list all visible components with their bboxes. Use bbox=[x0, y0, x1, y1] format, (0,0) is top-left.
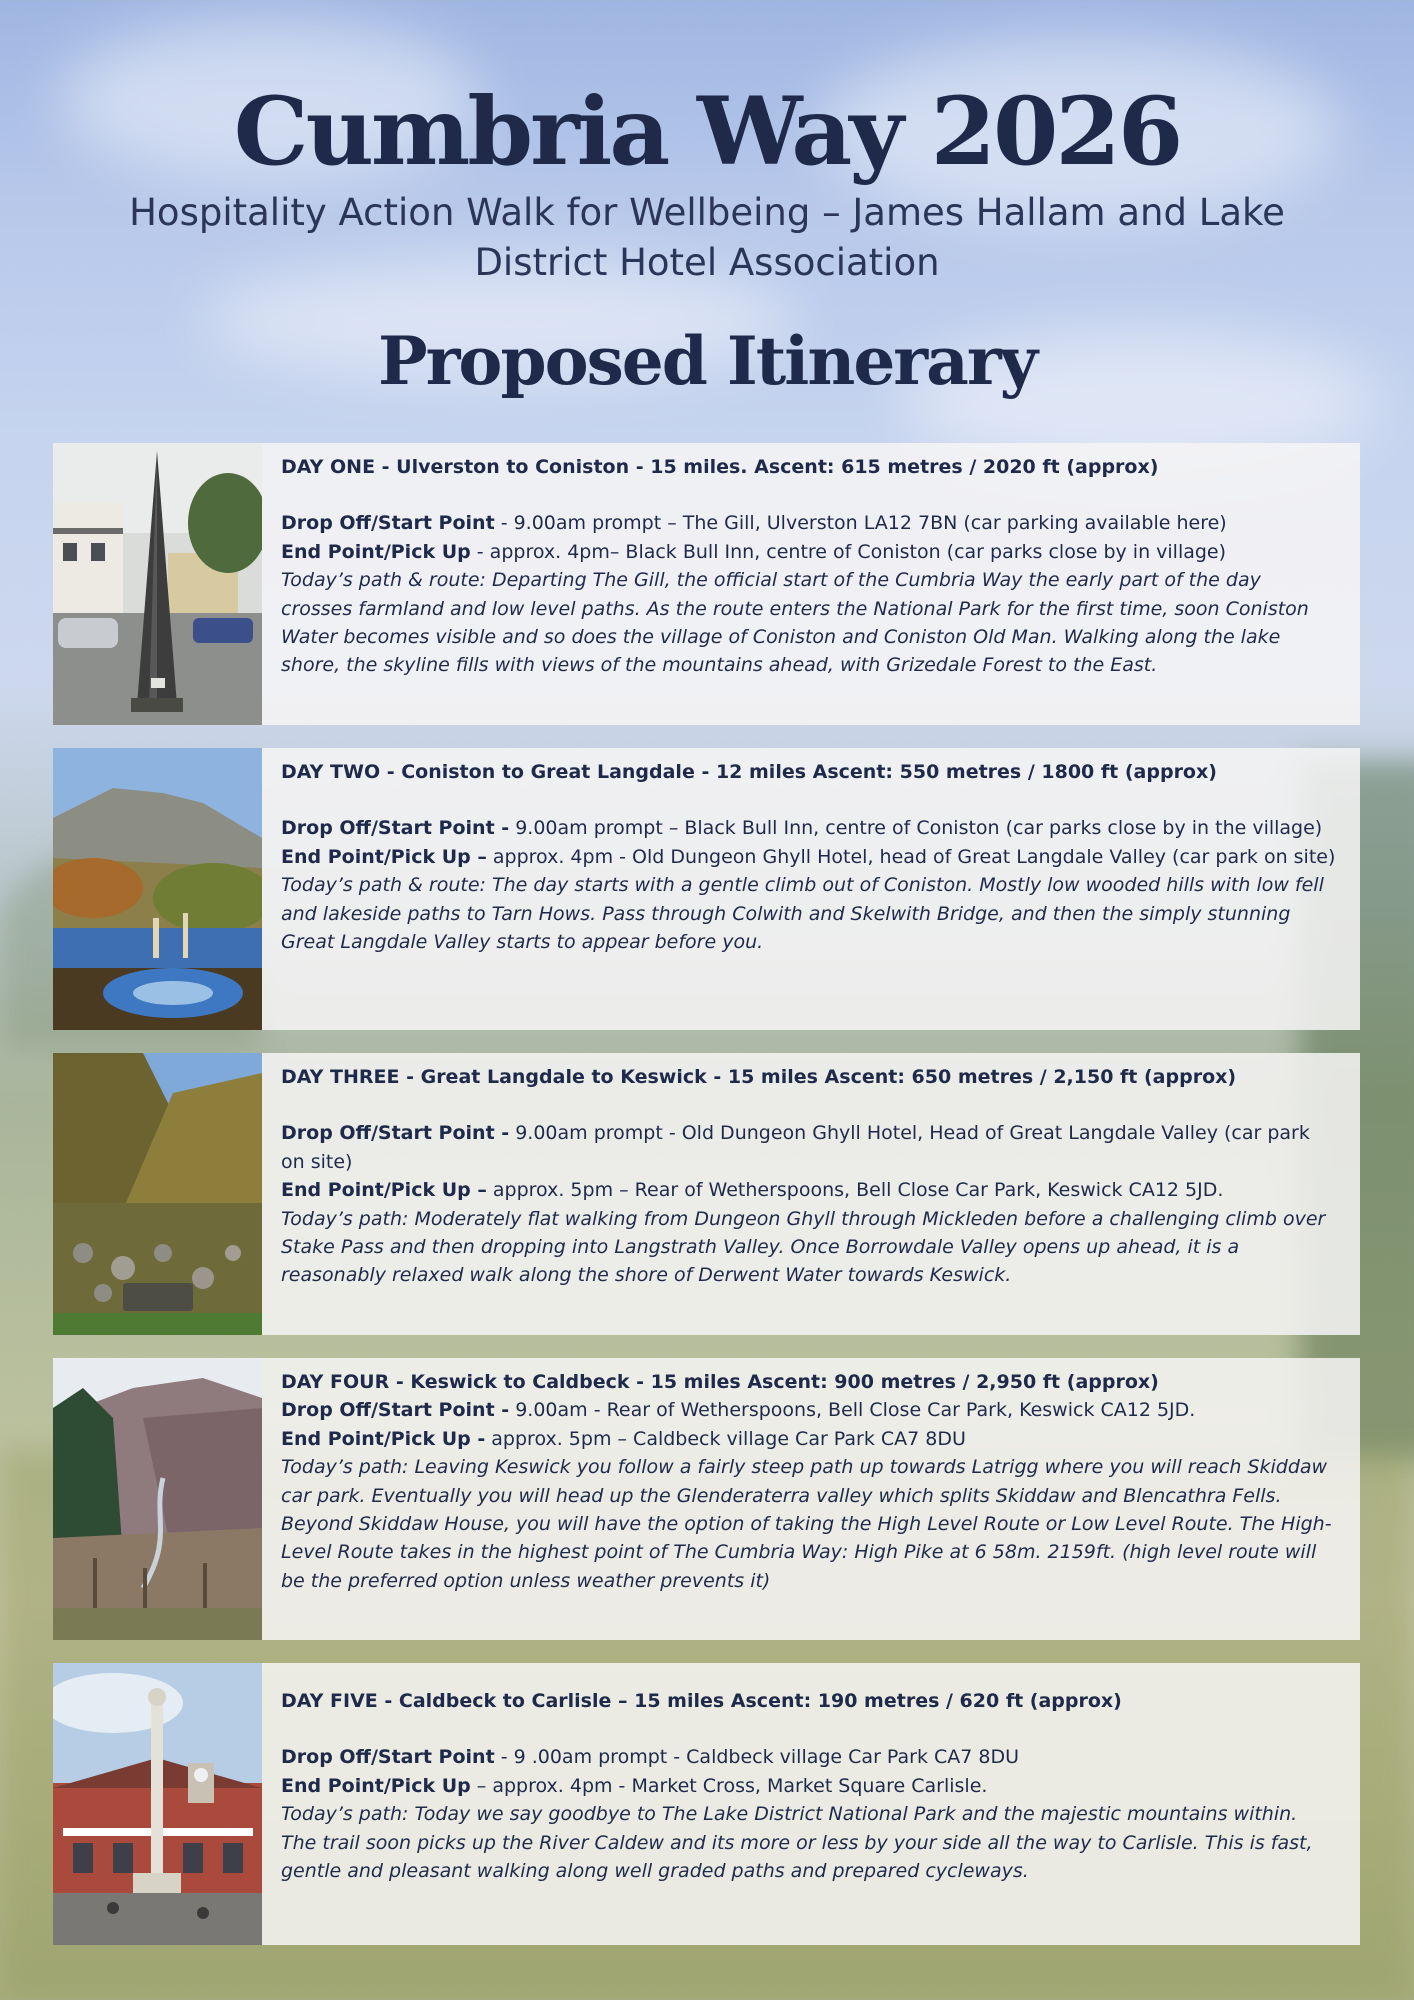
end-point-text: approx. 5pm – Rear of Wetherspoons, Bell Close Car Park, Keswick CA12 5JD. bbox=[486, 1179, 1224, 1202]
day-one-details bbox=[281, 453, 1336, 680]
day-one-card bbox=[53, 443, 1360, 725]
start-point bbox=[281, 1743, 1336, 1771]
day-title: DAY ONE - Ulverston to Coniston - 15 miles. Ascent: 615 metres / 2020 ft (approx) bbox=[281, 456, 1159, 478]
end-point-label: End Point/Pick Up – bbox=[281, 1179, 487, 1202]
start-point bbox=[281, 509, 1336, 537]
end-point-label: End Point/Pick Up - bbox=[281, 1427, 486, 1450]
route-description: Today’s path: Leaving Keswick you follow a fairly steep path up towards Latrigg where you will reach Skiddaw car park. Eventually you will head up the Glenderaterra valley which splits Skiddaw and Blencathra Fells. Beyond Skiddaw House, you will have the option of taking the High Level Route or Low Level Route. The High-Level Route takes in the highest point of The Cumbria Way: High Pike at 6 58m. 2159ft. (high level route will be the preferred option unless weather prevents it) bbox=[281, 1456, 1332, 1592]
start-point bbox=[281, 814, 1336, 842]
end-point bbox=[281, 1425, 1336, 1453]
day-four-card bbox=[53, 1358, 1360, 1640]
start-point-text: 9.00am prompt - Old Dungeon Ghyll Hotel, Head of Great Langdale Valley (car park on site) bbox=[281, 1122, 1310, 1173]
tarn-hows-photo bbox=[53, 748, 262, 1030]
route-description: Today’s path & route: The day starts with a gentle climb out of Coniston. Mostly low wooded hills with low fell and lakeside paths to Tarn Hows. Pass through Colwith and Skelwith Bridge, and then the simply stunning Great Langdale Valley starts to appear before you. bbox=[281, 874, 1324, 954]
end-point bbox=[281, 1176, 1336, 1204]
day-two-card bbox=[53, 748, 1360, 1030]
start-point-text: - 9 .00am prompt - Caldbeck village Car Park CA7 8DU bbox=[494, 1746, 1020, 1769]
end-point-text: - approx. 4pm– Black Bull Inn, centre of Coniston (car parks close by in village) bbox=[470, 540, 1227, 563]
day-five-card bbox=[53, 1663, 1360, 1945]
start-point-label: Drop Off/Start Point - bbox=[281, 1122, 510, 1145]
page-subtitle: Hospitality Action Walk for Wellbeing – James Hallam and Lake District Hotel Association bbox=[129, 191, 1285, 284]
start-point-label: Drop Off/Start Point - bbox=[281, 817, 510, 840]
day-three-card bbox=[53, 1053, 1360, 1335]
start-point bbox=[281, 1396, 1336, 1424]
start-point-label: Drop Off/Start Point bbox=[281, 512, 495, 535]
start-point-text: 9.00am prompt – Black Bull Inn, centre of Coniston (car parks close by in the village) bbox=[509, 817, 1323, 840]
start-point bbox=[281, 1119, 1336, 1176]
end-point-text: – approx. 4pm - Market Cross, Market Square Carlisle. bbox=[470, 1774, 988, 1797]
route-description: Today’s path: Today we say goodbye to The Lake District National Park and the majestic mountains within. The trail soon picks up the River Caldew and its more or less by your side all the way to Carlisle. This is fast, gentle and pleasant walking along well graded paths and prepared cycleways. bbox=[281, 1803, 1313, 1883]
day-two-details bbox=[281, 758, 1336, 956]
route-description: Today’s path & route: Departing The Gill, the official start of the Cumbria Way the early part of the day crosses farmland and low level paths. As the route enters the National Park for the first time, soon Coniston Water becomes visible and so does the village of Coniston and Coniston Old Man. Walking along the lake shore, the skyline fills with views of the mountains ahead, with Grizedale Forest to the East. bbox=[281, 569, 1309, 677]
day-title: DAY FIVE - Caldbeck to Carlisle – 15 miles Ascent: 190 metres / 620 ft (approx) bbox=[281, 1690, 1122, 1712]
carlisle-market-cross-photo bbox=[53, 1663, 262, 1945]
end-point bbox=[281, 538, 1336, 566]
obelisk-monument-photo bbox=[53, 443, 262, 725]
route-description: Today’s path: Moderately flat walking from Dungeon Ghyll through Mickleden before a challenging climb over Stake Pass and then dropping into Langstrath Valley. Once Borrowdale Valley opens up ahead, it is a reasonably relaxed walk along the shore of Derwent Water towards Keswick. bbox=[281, 1207, 1326, 1287]
end-point-label: End Point/Pick Up – bbox=[281, 845, 487, 868]
end-point-label: End Point/Pick Up bbox=[281, 1774, 471, 1797]
end-point bbox=[281, 843, 1336, 871]
day-five-details bbox=[281, 1687, 1336, 1885]
day-title: DAY TWO - Coniston to Great Langdale - 12 miles Ascent: 550 metres / 1800 ft (approx) bbox=[281, 761, 1217, 783]
end-point bbox=[281, 1772, 1336, 1800]
day-title: DAY THREE - Great Langdale to Keswick - 15 miles Ascent: 650 metres / 2,150 ft (approx) bbox=[281, 1066, 1237, 1088]
stake-pass-photo bbox=[53, 1053, 262, 1335]
start-point-label: Drop Off/Start Point - bbox=[281, 1399, 510, 1422]
start-point-text: 9.00am - Rear of Wetherspoons, Bell Close Car Park, Keswick CA12 5JD. bbox=[509, 1399, 1196, 1422]
day-four-details bbox=[281, 1368, 1336, 1595]
day-three-details bbox=[281, 1063, 1336, 1290]
end-point-text: approx. 4pm - Old Dungeon Ghyll Hotel, head of Great Langdale Valley (car park on site) bbox=[486, 845, 1336, 868]
start-point-label: Drop Off/Start Point bbox=[281, 1746, 495, 1769]
start-point-text: - 9.00am prompt – The Gill, Ulverston LA12 7BN (car parking available here) bbox=[494, 512, 1227, 535]
glenderaterra-valley-photo bbox=[53, 1358, 262, 1640]
itinerary-heading: Proposed Itinerary bbox=[378, 322, 1036, 400]
end-point-label: End Point/Pick Up bbox=[281, 540, 471, 563]
day-title: DAY FOUR - Keswick to Caldbeck - 15 miles Ascent: 900 metres / 2,950 ft (approx) bbox=[281, 1371, 1159, 1393]
page-title: Cumbria Way 2026 bbox=[233, 77, 1181, 187]
end-point-text: approx. 5pm – Caldbeck village Car Park CA7 8DU bbox=[485, 1427, 966, 1450]
